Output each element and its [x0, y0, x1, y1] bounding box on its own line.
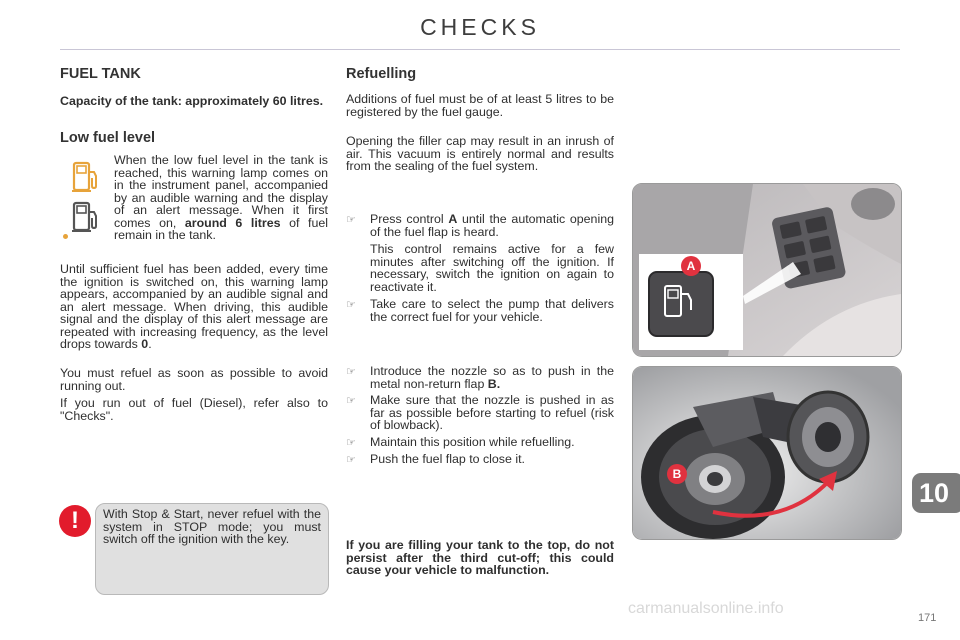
- low-fuel-heading: Low fuel level: [60, 130, 156, 146]
- dashboard-illustration: [633, 184, 901, 356]
- b5-text: Maintain this position while refuelling.: [370, 435, 575, 449]
- fuel-pump-icon: [71, 200, 101, 234]
- low-fuel-paragraph: [114, 154, 328, 242]
- final-warning: If you are filling your tank to the top, do not persist after the third cut-off; this could cause your vehicle to malfunction.: [346, 538, 614, 577]
- bullet-item: [346, 394, 614, 432]
- para2-period: .: [148, 337, 152, 351]
- amber-dot-icon: [63, 234, 68, 239]
- warning-repeat-paragraph: [60, 263, 328, 351]
- fuel-pump-icon: [71, 160, 101, 194]
- b3-text: [370, 365, 614, 390]
- b1-end: until the automatic opening of the fuel flap is heard.: [370, 212, 614, 239]
- para2-text: Until sufficient fuel has been added, every time the ignition is switched on, this warning lamp appears, accompanied by an audible signal and an alert message. When driving, this audible signal and the display of this alert message are repeated with increasing frequency, as the level drops towards: [60, 262, 328, 351]
- bullet-item: [346, 213, 614, 238]
- bullet-text: [370, 213, 614, 238]
- b3-start: Introduce the nozzle so as to push in the metal non-return flap: [370, 364, 614, 391]
- bullet-hand-icon: ☞: [346, 366, 356, 378]
- bullet-hand-icon: ☞: [346, 454, 356, 466]
- bullet-item: [346, 436, 614, 449]
- b1-note: This control remains active for a few minutes after switching off the ignition. If necessary, switch the ignition on again to reactivate it.: [370, 242, 614, 294]
- bullet-hand-icon: ☞: [346, 437, 356, 449]
- b3-flap-b: B.: [487, 376, 501, 391]
- diesel-paragraph: If you run out of fuel (Diesel), refer also to "Checks".: [60, 396, 328, 423]
- bullet-item: [346, 298, 614, 323]
- b2-text: Take care to select the pump that delivers the correct fuel for your vehicle.: [370, 297, 614, 324]
- warning-icon: !: [59, 505, 91, 537]
- chapter-tab: 10: [912, 473, 960, 513]
- b1-control-a: A: [448, 212, 458, 226]
- refuelling-heading: Refuelling: [346, 66, 417, 82]
- fuel-filler-photo: [632, 366, 902, 540]
- low-fuel-text-end: of fuel remain in the tank.: [114, 215, 328, 242]
- para2-zero: 0: [141, 337, 149, 351]
- watermark: carmanualsonline.info: [628, 600, 784, 617]
- low-fuel-text-start: When the low fuel level in the tank is reached, this warning lamp comes on in the instrument panel, accompanied by an audible warning and the display of an alert message. When it first comes on,: [114, 153, 328, 230]
- page-title: CHECKS: [420, 14, 540, 40]
- low-fuel-litres: around 6 litres: [184, 215, 281, 230]
- fuel-filler-illustration: [633, 367, 901, 539]
- b1-start: Press control: [370, 212, 444, 226]
- refuelling-para2: Opening the filler cap may result in an inrush of air. This vacuum is entirely normal and results from the sealing of the fuel system.: [346, 134, 614, 173]
- bullet-hand-icon: ☞: [346, 395, 356, 407]
- fuel-tank-heading: FUEL TANK: [60, 66, 141, 82]
- tank-capacity-text: Capacity of the tank: approximately 60 litres.: [60, 94, 324, 108]
- b4-text: Make sure that the nozzle is pushed in as far as possible before starting to refuel (risk of blowback).: [370, 393, 614, 432]
- refuel-soon-paragraph: You must refuel as soon as possible to avoid running out.: [60, 366, 328, 393]
- flap-b-badge: B: [667, 464, 687, 484]
- fuel-flap-control-photo: [632, 183, 902, 357]
- bullet-item: [346, 453, 614, 466]
- stop-start-warning: With Stop & Start, never refuel with the system in STOP mode; you must switch off the ignition with the key.: [103, 507, 321, 546]
- refuelling-para1: Additions of fuel must be of at least 5 litres to be registered by the fuel gauge.: [346, 92, 614, 119]
- bullet-item: [346, 365, 614, 390]
- page-number: 171: [918, 612, 937, 624]
- control-a-badge: A: [681, 256, 701, 276]
- bullet-hand-icon: ☞: [346, 214, 356, 226]
- b6-text: Push the fuel flap to close it.: [370, 452, 525, 466]
- bullet-hand-icon: ☞: [346, 299, 356, 311]
- header-divider: [60, 49, 900, 50]
